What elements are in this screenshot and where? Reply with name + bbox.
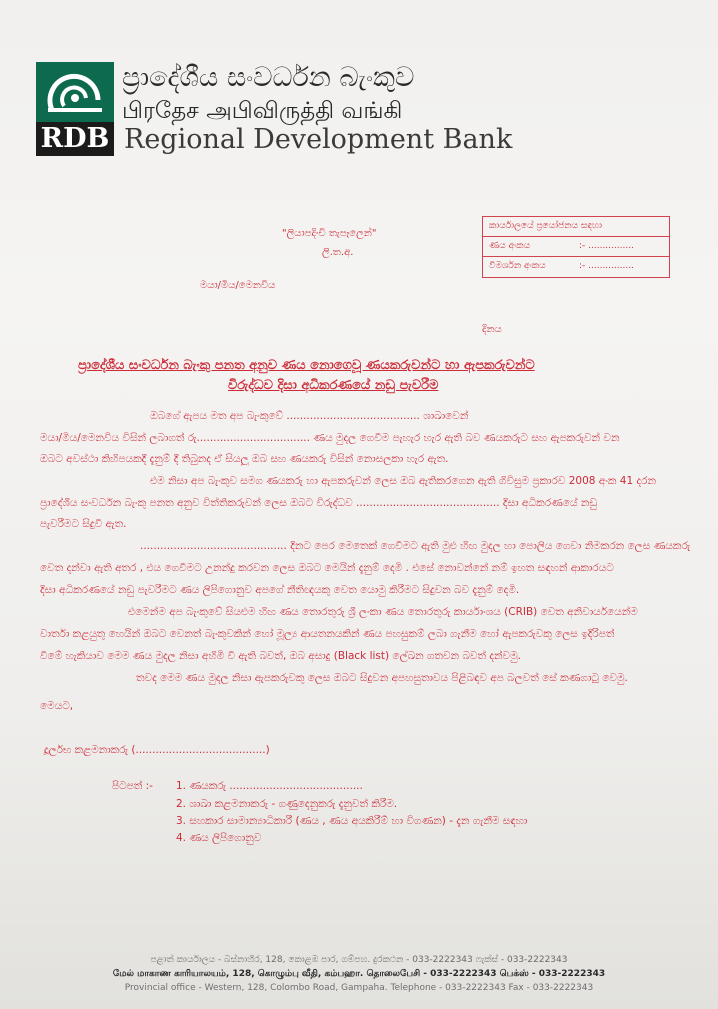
logo-rdb-text: RDB (36, 122, 114, 156)
paragraph-line: වෙත දන්වා ඇති අතර , එය ගෙවීමට උනන්දු කරවන ලෙස ඔබට මෙයින් දැනුම් දෙමි . එසේ නොවන්නේ නම් ඉහත සඳහන් ආකාරයට (40, 562, 614, 574)
paragraph-line: පැවරීමට සිදුවී ඇත. (40, 518, 127, 530)
bank-logo-icon (36, 62, 114, 122)
footer-address-tamil: மேல் மாகாண காரியாலயம், 128, கொழும்பு வீதி, கம்பஹா. தொலைபேசி - 033-2222343 பெக்ஸ் - 033-2222343 (112, 969, 606, 979)
paragraph-line: ප්‍රාදේශීය සංවර්ධන බැංකු පනත අනුව විත්තිකරුවන් ලෙස ඔබට විරුද්ධව ........................................... දිසා අධිකරණයේ නඩු (40, 497, 598, 509)
paragraph-line: වාර්තා කළයුතු හෙයින් ඔබට වෙනත් බැංකුවකින් හෝ මූල්‍ය ආයතනයකින් ණය පහසුකම් ලබා ගැනීම හෝ ඇපකරුවකු ලෙස ඉදිරිපත් (40, 628, 615, 640)
footer-address-english: Provincial office - Western, 128, Colombo Road, Gampaha. Telephone - 033-2222343 Fax - 033-2222343 (124, 983, 594, 993)
bank-name-tamil: பிரதேச அபிவிருத்தி வங்கி (122, 98, 403, 124)
footer-address-sinhala: පළාත් කාර්යාලය - බස්නාහිර, 128, කොළඹ පාර, ගම්පහ. දුරකථන - 033-2222343 ෆැක්ස් - 033-2222343 (150, 955, 568, 965)
paragraph-line: වීමේ හැකියාව මෙම ණය මුදල නිසා අහිමි වී ඇති බවත්, ඔබ අසාදු (Black list) ලේඛන ගතවන බවත් දන්වමු. (40, 650, 521, 662)
folio-number-row (483, 257, 669, 276)
folio-number-value: :- ................ (579, 261, 634, 271)
bank-name-sinhala: ප්‍රාදේශීය සංවර්ධන බැංකුව (122, 62, 415, 93)
paragraph-line: ............................................ දිනට පෙර මෙතෙක් ගෙවීමට ඇති මුළු හිඟ මුදල හා පොලිය ගෙවා නිමකරන ලෙස ණයකරු (140, 540, 691, 552)
letter-title-line-2: විරුද්ධව දිසා අධිකරණයේ නඩු පැවරීම (228, 378, 439, 393)
bank-name-english: Regional Development Bank (124, 124, 513, 155)
paragraph-line: එම නිසා අප බැංකුව සමග ණයකරු හා ඇපකරුවන් ලෙස ඔබ ඇතිකරගෙන ඇති ගිවිසුම ප්‍රකාරව 2008 අංක 41 දරන (150, 475, 656, 487)
registered-post-label: "ලියාපදිංචි තැපෑලෙන්" (282, 228, 377, 239)
folio-number-label: විමර්ශන අංකය (489, 261, 546, 271)
closing-text: මෙයට, (40, 700, 74, 712)
copy-item: 1. ණයකරු ........................................ (176, 780, 363, 792)
office-use-box (482, 216, 670, 278)
copies-label: පිටපත් :- (112, 780, 153, 792)
paragraph-line: ඔබට අවස්ථා කිහිපයකදී දැනුම් දී තිබුනද ඒ සියලු ඔබ සහ ණයකරු විසින් නොසලකා හැර ඇත. (40, 453, 449, 465)
signature-line: දූර්ලභ කළමනාකරු (.......................................) (44, 744, 270, 756)
loan-number-label: ණය අංකය (489, 241, 531, 251)
office-box-title: කාර්යාලයේ ප්‍රයෝජනය සඳහා (483, 217, 669, 237)
paragraph-line: දිසා අධිකරණයේ නඩු පැවරීමට ණය ලිපිගොනුව අපගේ නීතිඥයකු වෙත යොමු කිරීමට සිදුවන බව දැනුම් දෙමි. (40, 584, 520, 596)
letter-title-line-1: ප්‍රාදේශීය සංවර්ධන බැංකු පනත අනුව ණය නොගෙවූ ණයකරුවන්ට හා ඇපකරුවන්ට (78, 358, 535, 373)
copy-item: 2. ශාඛා කළමනාකරු - ගණුදෙනුකරු දැනුවත් කිරීම. (176, 798, 398, 810)
copy-item: 3. සහකාර සාමාන්‍යාධිකාරී (ණය , ණය අයකිරීම් හා විගණන) - දැන ගැනීම සඳහා (176, 815, 528, 827)
addressee-label: මයා/මිය/මෙනවිය (200, 280, 276, 291)
date-label: දිනය (482, 324, 502, 335)
paragraph-line: ඔබගේ ඇපය මත අප බැංකුවේ ........................................ ශාඛාවෙන් (150, 410, 469, 422)
paragraph-line: මයා/මිය/මෙනවිය විසින් ලබාගත් රු.................................. ණය මුදල ගෙවීම පැහැර හැර ඇති බව ණයකරුට සහ ඇපකරුවන් වන (40, 432, 620, 444)
paragraph-line: තවද මෙම ණය මුදල නිසා ඇපකරුවකු ලෙස ඔබට සිදුවන අපහසුතාවය පිළිබඳව අප බලවත් සේ කණගාටු වෙමු. (136, 672, 628, 684)
loan-number-value: :- ................ (579, 241, 634, 251)
copy-item: 4. ණය ලිපිගොනුව (176, 832, 262, 844)
loan-number-row (483, 237, 669, 257)
reference-label: ලි.ත.අ. (322, 247, 354, 258)
paragraph-line: එමෙන්ම අප බැංකුවේ සියළුම හිඟ ණය තොරතුරු ශ්‍රී ලංකා ණය තොරතුරු කාර්යාංශය (CRIB) වෙත අනිවාර්යයෙන්ම (128, 606, 638, 618)
